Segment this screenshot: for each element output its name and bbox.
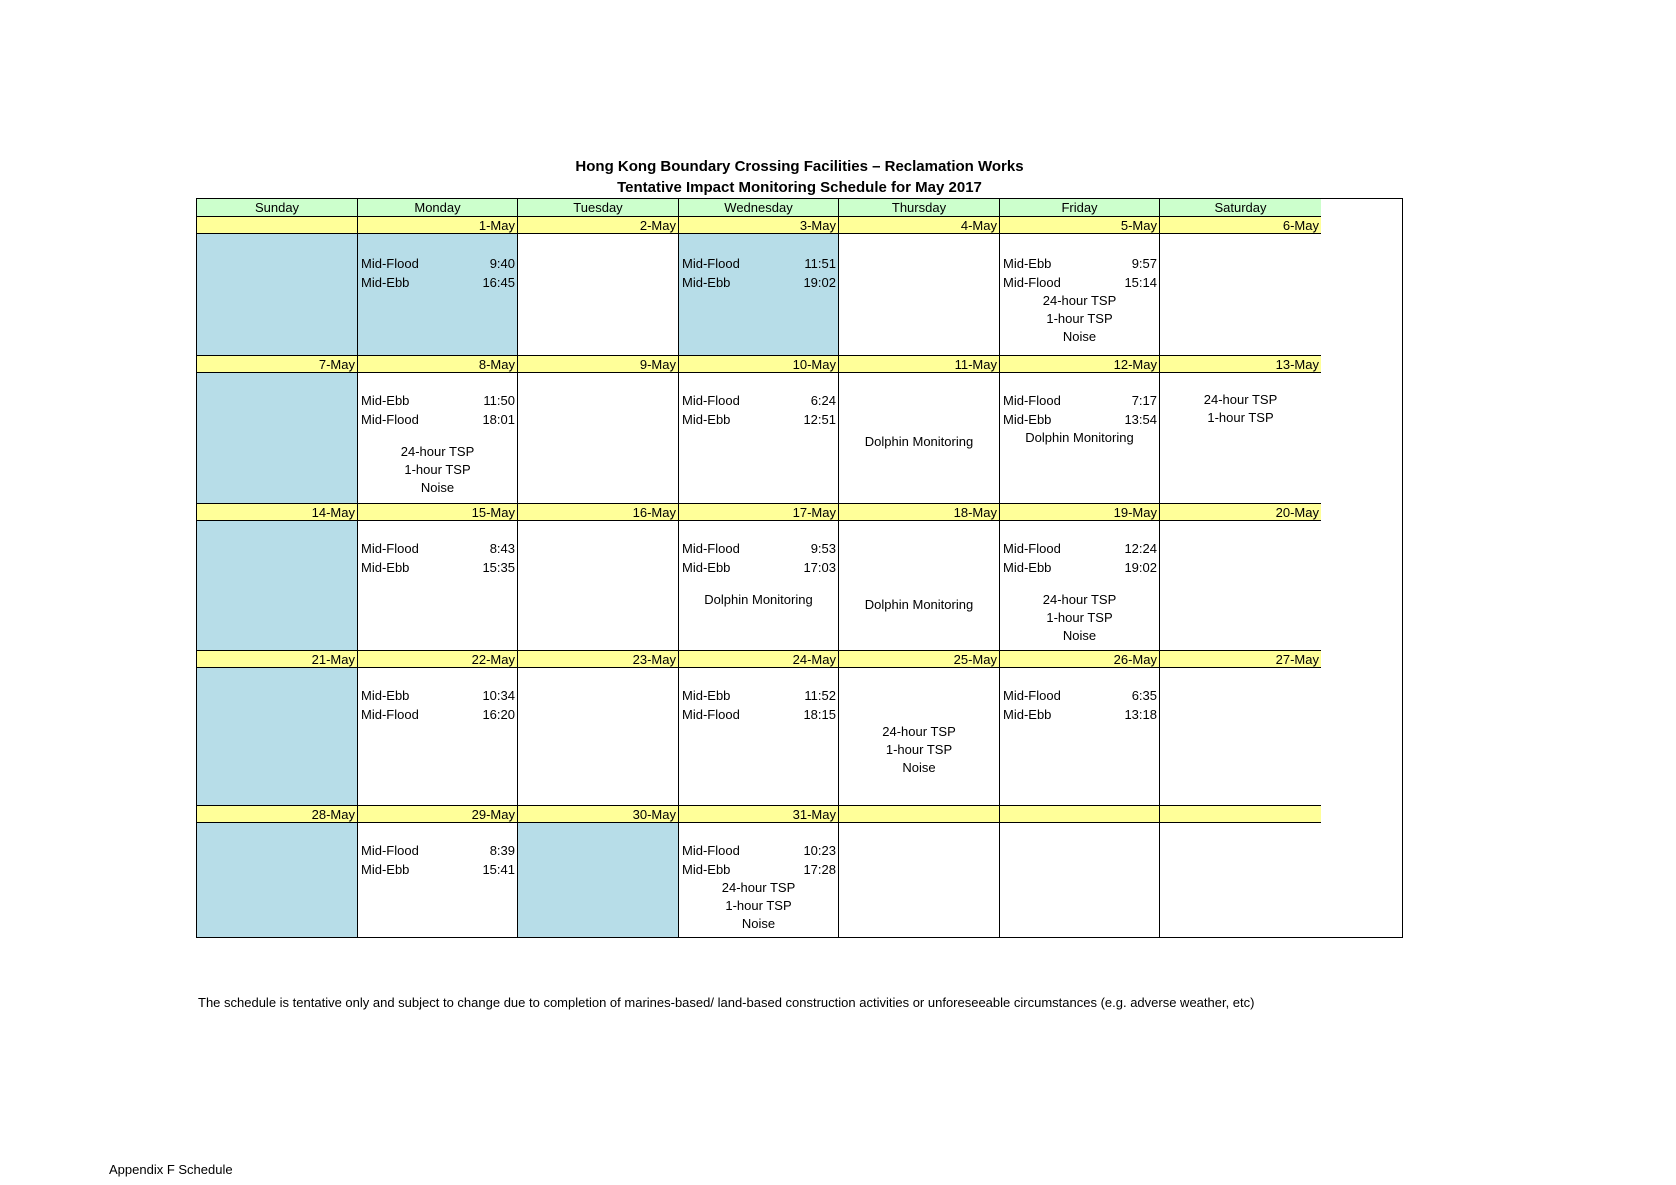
tide-label: Mid-Ebb: [1003, 707, 1052, 722]
tide-time: 6:35: [1131, 688, 1157, 703]
date-cell: 23-May: [518, 651, 679, 668]
monitoring-item: Dolphin Monitoring: [1025, 430, 1134, 445]
tide-entry: [679, 539, 838, 558]
tide-time: 11:52: [804, 688, 836, 703]
tide-entry: [358, 860, 517, 879]
monitoring-notes: [358, 443, 517, 497]
tide-label: Mid-Flood: [361, 541, 419, 556]
monitoring-item: 1-hour TSP: [1046, 311, 1113, 326]
tide-entry: [358, 841, 517, 860]
monitoring-notes: [679, 879, 838, 933]
tide-label: Mid-Ebb: [1003, 560, 1052, 575]
week-body-row: [197, 373, 1402, 504]
tide-time: 19:02: [1124, 560, 1157, 575]
tide-label: Mid-Ebb: [682, 412, 731, 427]
tide-time: 17:28: [803, 862, 836, 877]
monitoring-notes: [1160, 391, 1321, 427]
date-cell: 8-May: [358, 356, 518, 373]
tide-entry: [358, 254, 517, 273]
date-row: [197, 806, 1402, 823]
date-cell: 14-May: [197, 504, 358, 521]
date-cell: 17-May: [679, 504, 839, 521]
monitoring-item: 24-hour TSP: [1042, 592, 1117, 607]
monitoring-notes: [839, 433, 999, 451]
monitoring-item: Dolphin Monitoring: [864, 434, 974, 449]
monitoring-item: 1-hour TSP: [1046, 610, 1113, 625]
tide-time: 18:15: [803, 707, 836, 722]
day-cell: [358, 234, 518, 356]
date-cell: 31-May: [679, 806, 839, 823]
day-cell: [518, 668, 679, 806]
day-cell: [358, 668, 518, 806]
tide-entry: [358, 273, 517, 292]
date-cell: 22-May: [358, 651, 518, 668]
day-cell: [197, 234, 358, 356]
monitoring-item: 24-hour TSP: [1042, 293, 1117, 308]
tide-label: Mid-Flood: [1003, 541, 1061, 556]
monitoring-notes: [839, 723, 999, 777]
date-cell: 21-May: [197, 651, 358, 668]
tide-entry: [679, 558, 838, 577]
date-cell: 27-May: [1160, 651, 1321, 668]
date-cell: [1160, 806, 1321, 823]
day-name-tuesday: Tuesday: [518, 199, 679, 217]
date-cell: 30-May: [518, 806, 679, 823]
tide-time: 7:17: [1131, 393, 1157, 408]
tide-time: 12:24: [1124, 541, 1157, 556]
tide-time: 15:35: [482, 560, 515, 575]
tide-time: 9:40: [489, 256, 515, 271]
day-cell: [518, 823, 679, 937]
tide-label: Mid-Ebb: [682, 560, 731, 575]
date-cell: 25-May: [839, 651, 1000, 668]
tide-time: 8:39: [489, 843, 515, 858]
tide-time: 16:45: [482, 275, 515, 290]
tide-label: Mid-Ebb: [682, 688, 731, 703]
day-cell: [197, 823, 358, 937]
week-body-row: [197, 823, 1402, 937]
day-cell: [679, 234, 839, 356]
monitoring-item: Dolphin Monitoring: [704, 592, 813, 607]
tide-time: 11:51: [804, 256, 836, 271]
tide-entry: [358, 391, 517, 410]
monitoring-notes: [679, 591, 838, 609]
day-cell: [839, 234, 1000, 356]
day-cell: [1000, 373, 1160, 504]
day-cell: [1160, 521, 1321, 651]
appendix-label: Appendix F Schedule: [109, 1162, 233, 1177]
tide-time: 6:24: [810, 393, 836, 408]
day-cell: [197, 373, 358, 504]
tide-time: 15:14: [1124, 275, 1157, 290]
tide-label: Mid-Ebb: [682, 275, 731, 290]
monitoring-item: Noise: [1062, 628, 1097, 643]
day-cell: [1000, 668, 1160, 806]
day-name-sunday: Sunday: [197, 199, 358, 217]
day-cell: [518, 521, 679, 651]
tide-label: Mid-Flood: [361, 707, 419, 722]
day-cell: [518, 373, 679, 504]
tide-label: Mid-Flood: [682, 707, 740, 722]
tide-label: Mid-Flood: [682, 843, 740, 858]
monitoring-item: 24-hour TSP: [882, 724, 956, 739]
tide-time: 9:57: [1131, 256, 1157, 271]
date-cell: [839, 806, 1000, 823]
monitoring-item: 24-hour TSP: [721, 880, 796, 895]
date-row: [197, 504, 1402, 521]
day-cell: [197, 521, 358, 651]
tide-label: Mid-Flood: [361, 412, 419, 427]
tide-entry: [679, 705, 838, 724]
tide-entry: [1000, 686, 1159, 705]
day-cell: [197, 668, 358, 806]
day-cell: [839, 668, 1000, 806]
monitoring-notes: [1000, 591, 1159, 645]
day-cell: [679, 823, 839, 937]
tide-time: 17:03: [803, 560, 836, 575]
tide-entry: [679, 273, 838, 292]
tide-entry: [1000, 558, 1159, 577]
day-cell: [358, 823, 518, 937]
day-name-monday: Monday: [358, 199, 518, 217]
day-cell: [679, 668, 839, 806]
day-cell: [1160, 234, 1321, 356]
day-name-thursday: Thursday: [839, 199, 1000, 217]
tide-entry: [1000, 539, 1159, 558]
tide-label: Mid-Ebb: [361, 560, 410, 575]
day-cell: [679, 373, 839, 504]
monitoring-item: Dolphin Monitoring: [864, 597, 974, 612]
date-row: [197, 651, 1402, 668]
day-name-wednesday: Wednesday: [679, 199, 839, 217]
date-cell: 1-May: [358, 217, 518, 234]
tide-entry: [679, 254, 838, 273]
tide-entry: [679, 860, 838, 879]
tide-label: Mid-Flood: [361, 256, 419, 271]
day-cell: [1000, 823, 1160, 937]
date-cell: 4-May: [839, 217, 1000, 234]
tide-time: 18:01: [482, 412, 515, 427]
date-cell: 7-May: [197, 356, 358, 373]
tide-time: 16:20: [482, 707, 515, 722]
date-cell: 16-May: [518, 504, 679, 521]
tide-entry: [1000, 410, 1159, 429]
date-cell: 10-May: [679, 356, 839, 373]
week-body-row: [197, 234, 1402, 356]
day-cell: [679, 521, 839, 651]
date-row: [197, 356, 1402, 373]
page-subtitle: Tentative Impact Monitoring Schedule for May 2017: [617, 179, 982, 196]
tide-entry: [679, 841, 838, 860]
date-cell: 11-May: [839, 356, 1000, 373]
tide-entry: [1000, 254, 1159, 273]
date-cell: [1000, 806, 1160, 823]
calendar-table: [196, 198, 1403, 938]
tide-label: Mid-Ebb: [361, 393, 410, 408]
tide-label: Mid-Flood: [1003, 688, 1061, 703]
tide-label: Mid-Ebb: [682, 862, 731, 877]
tide-time: 15:41: [482, 862, 515, 877]
tide-time: 13:18: [1124, 707, 1157, 722]
monitoring-item: 1-hour TSP: [1207, 410, 1274, 425]
day-cell: [839, 373, 1000, 504]
monitoring-item: Noise: [1062, 329, 1097, 344]
tide-entry: [679, 410, 838, 429]
tide-time: 8:43: [489, 541, 515, 556]
tide-label: Mid-Ebb: [1003, 412, 1052, 427]
date-row: [197, 217, 1402, 234]
day-cell: [358, 521, 518, 651]
tide-time: 12:51: [803, 412, 836, 427]
date-cell: 15-May: [358, 504, 518, 521]
day-name-saturday: Saturday: [1160, 199, 1321, 217]
tide-time: 9:53: [810, 541, 836, 556]
monitoring-item: 1-hour TSP: [885, 742, 953, 757]
tide-time: 11:50: [483, 393, 515, 408]
date-cell: 24-May: [679, 651, 839, 668]
tide-time: 19:02: [803, 275, 836, 290]
date-cell: 19-May: [1000, 504, 1160, 521]
date-cell: 18-May: [839, 504, 1000, 521]
monitoring-item: Noise: [902, 760, 936, 775]
week-body-row: [197, 521, 1402, 651]
tide-entry: [679, 391, 838, 410]
tide-time: 13:54: [1124, 412, 1157, 427]
date-cell: 29-May: [358, 806, 518, 823]
day-cell: [1160, 823, 1321, 937]
day-cell: [839, 521, 1000, 651]
date-cell: 12-May: [1000, 356, 1160, 373]
tide-label: Mid-Flood: [682, 393, 740, 408]
schedule-footnote: The schedule is tentative only and subject to change due to completion of marines-based/ land-based construction activities or unforeseeable circumstances (e.g. adverse weather, etc): [198, 995, 1255, 1010]
monitoring-item: 24-hour TSP: [1203, 392, 1278, 407]
tide-entry: [358, 558, 517, 577]
monitoring-item: 1-hour TSP: [404, 462, 471, 477]
tide-entry: [358, 539, 517, 558]
tide-label: Mid-Flood: [1003, 393, 1061, 408]
tide-entry: [1000, 705, 1159, 724]
tide-label: Mid-Flood: [1003, 275, 1061, 290]
tide-label: Mid-Ebb: [1003, 256, 1052, 271]
tide-time: 10:23: [803, 843, 836, 858]
day-name-header-row: [197, 199, 1402, 217]
tide-entry: [679, 686, 838, 705]
tide-label: Mid-Ebb: [361, 862, 410, 877]
day-cell: [1000, 521, 1160, 651]
tide-entry: [1000, 391, 1159, 410]
tide-label: Mid-Ebb: [361, 275, 410, 290]
monitoring-item: Noise: [420, 480, 455, 495]
date-cell: 6-May: [1160, 217, 1321, 234]
date-cell: 9-May: [518, 356, 679, 373]
day-cell: [1160, 668, 1321, 806]
day-cell: [1000, 234, 1160, 356]
tide-label: Mid-Flood: [361, 843, 419, 858]
tide-label: Mid-Ebb: [361, 688, 410, 703]
date-cell: 5-May: [1000, 217, 1160, 234]
monitoring-item: 24-hour TSP: [400, 444, 475, 459]
date-cell: 20-May: [1160, 504, 1321, 521]
tide-entry: [358, 686, 517, 705]
tide-entry: [358, 705, 517, 724]
date-cell: 2-May: [518, 217, 679, 234]
page-title: Hong Kong Boundary Crossing Facilities – Reclamation Works: [575, 158, 1024, 175]
monitoring-item: Noise: [741, 916, 776, 931]
date-cell: [197, 217, 358, 234]
date-cell: 26-May: [1000, 651, 1160, 668]
day-cell: [358, 373, 518, 504]
monitoring-item: 1-hour TSP: [725, 898, 792, 913]
tide-entry: [1000, 273, 1159, 292]
tide-entry: [358, 410, 517, 429]
tide-label: Mid-Flood: [682, 541, 740, 556]
schedule-titles: [196, 156, 1403, 198]
tide-time: 10:34: [482, 688, 515, 703]
monitoring-notes: [1000, 429, 1159, 447]
date-cell: 13-May: [1160, 356, 1321, 373]
day-cell: [1160, 373, 1321, 504]
date-cell: 28-May: [197, 806, 358, 823]
monitoring-notes: [1000, 292, 1159, 346]
week-body-row: [197, 668, 1402, 806]
day-cell: [518, 234, 679, 356]
tide-label: Mid-Flood: [682, 256, 740, 271]
day-cell: [839, 823, 1000, 937]
day-name-friday: Friday: [1000, 199, 1160, 217]
date-cell: 3-May: [679, 217, 839, 234]
monitoring-notes: [839, 596, 999, 614]
